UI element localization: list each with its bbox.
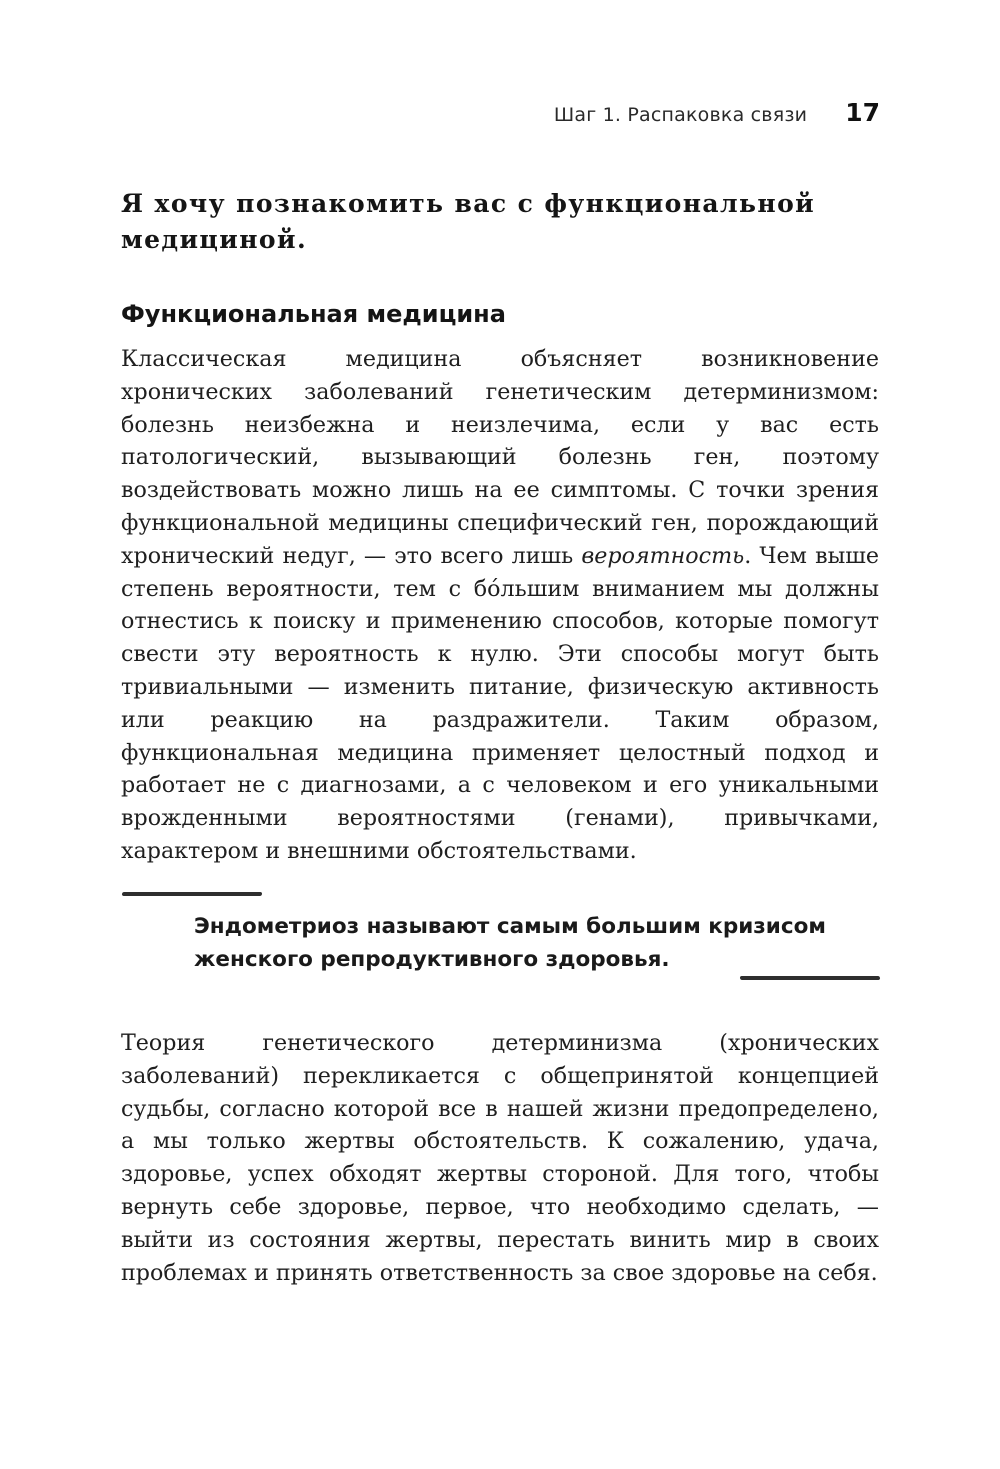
paragraph-genetic-determinism: Теория генетического детерминизма (хронических заболеваний) перекликается с общепринятой концепцией судьбы, согласно которой все в нашей жизни предопределено, а мы только жертвы обстоятельств. К сожалению, удача, здоровье, успех обходят жертвы стороной. Для того, чтобы вернуть себе здоровье, первое, что необходимо сделать, — выйти из состояния жертвы, перестать винить мир в своих проблемах и принять ответственность за свое здоровье на себя. (121, 1030, 879, 1286)
paragraph-functional-medicine (121, 343, 879, 868)
pull-quote-text: Эндометриоз называют самым большим кризисом женского репродуктивного здоровья. (194, 914, 826, 972)
pull-quote-top-rule (122, 892, 263, 896)
running-title: Шаг 1. Распаковка связи (553, 104, 808, 126)
running-head (520, 98, 880, 134)
intro-sentence: Я хочу познакомить вас с функциональной медициной. (121, 189, 816, 254)
pull-quote (120, 888, 882, 988)
paragraph-text: Классическая медицина объясняет возникновение хронических заболеваний генетическим детерминизмом: болезнь неизбежна и неизлечима, если у вас есть патологический, вызывающий болезнь ген, поэтому воздействовать можно лишь на ее симптомы. С точки зрения функциональной медицины специфический ген, порождающий хронический недуг, — это всего лишь (121, 346, 879, 569)
page-number: 17 (845, 98, 880, 127)
section-heading: Функциональная медицина (121, 300, 506, 328)
pull-quote-bottom-rule (740, 976, 881, 980)
emphasized-word: вероятность (581, 542, 745, 569)
paragraph-text: . Чем выше степень вероятности, тем с бóльшим вниманием мы должны отнестись к поиску и применению способов, которые помогут свести эту вероятность к нулю. Эти способы могут быть тривиальными — изменить питание, физическую активность или реакцию на раздражители. Таким образом, функциональная медицина применяет целостный подход и работает не с диагнозами, а с человеком и его уникальными врожденными вероятностями (генами), привычками, характером и внешними обстоятельствами. (121, 542, 879, 864)
